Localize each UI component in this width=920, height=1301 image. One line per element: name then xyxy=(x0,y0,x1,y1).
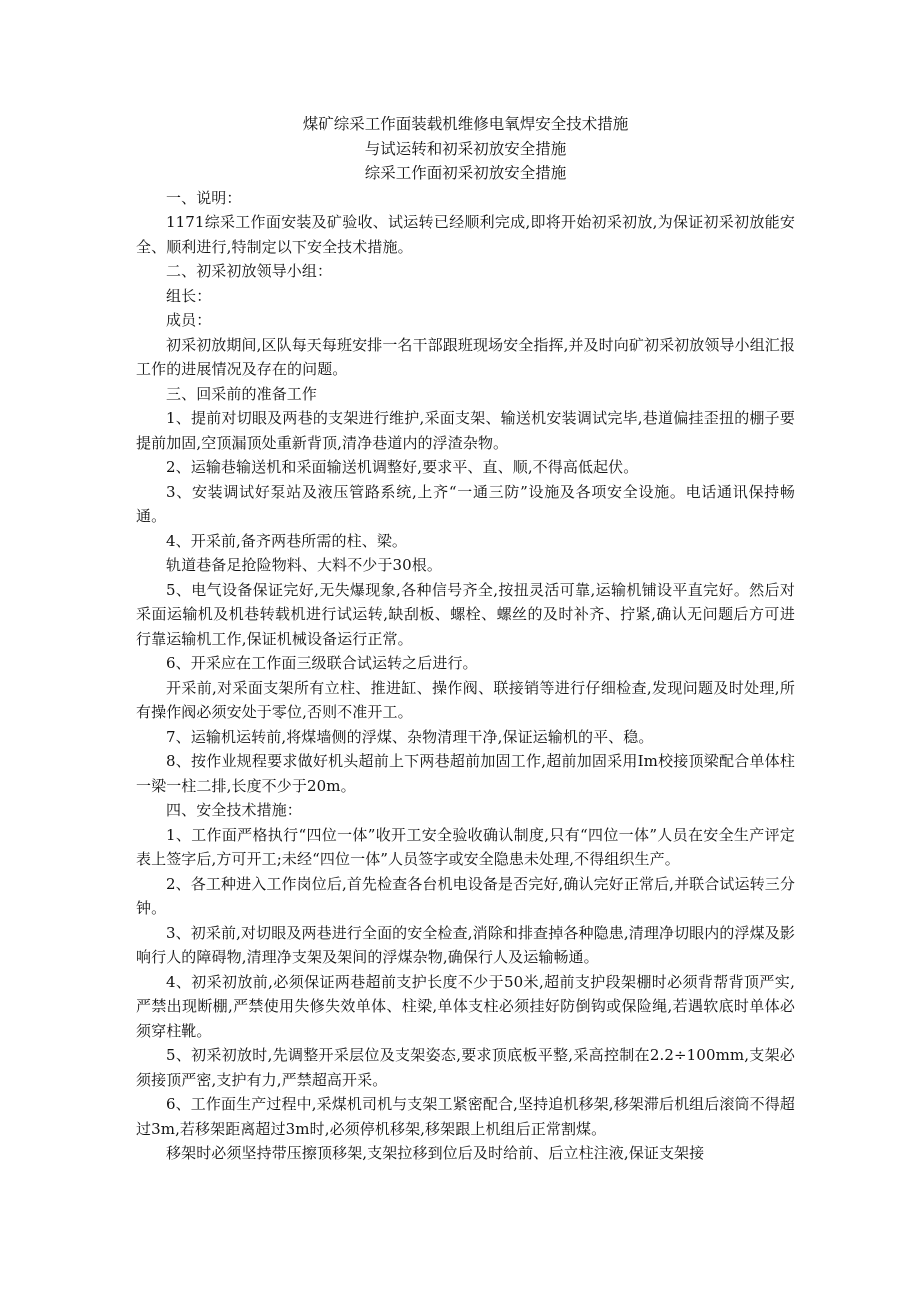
paragraph: 初采初放期间,区队每天每班安排一名干部跟班现场安全指挥,并及时向矿初采初放领导小组汇报工作的进展情况及存在的问题。 xyxy=(136,335,795,378)
section-heading-preparation: 三、回采前的准备工作 xyxy=(166,384,318,403)
paragraph: 8、按作业规程要求做好机头超前上下两巷超前加固工作,超前加固采用Im校接顶梁配合单体柱一梁一柱二排,长度不少于20m。 xyxy=(136,752,795,795)
document-title: 煤矿综采工作面装载机维修电氧焊安全技术措施 xyxy=(302,115,629,133)
paragraph: 6、工作面生产过程中,采煤机司机与支架工紧密配合,坚持追机移架,移架滞后机组后滚筒不得超过3m,若移架距离超过3m时,必须停机移架,移架跟上机组后正常割煤。 xyxy=(136,1095,795,1138)
paragraph: 1、提前对切眼及两巷的支架进行维护,采面支架、输送机安装调试完毕,巷道偏挂歪扭的棚子要提前加固,空顶漏顶处重新背顶,清净巷道内的浮渣杂物。 xyxy=(136,409,795,452)
paragraph: 轨道巷备足抢险物料、大料不少于30根。 xyxy=(166,556,442,574)
document-subtitle: 与试运转和初采初放安全措施 xyxy=(364,139,567,158)
paragraph: 2、各工种进入工作岗位后,首先检查各台机电设备是否完好,确认完好正常后,并联合试运转三分钟。 xyxy=(136,874,795,917)
paragraph: 2、运输巷输送机和采面输送机调整好,要求平、直、顺,不得高低起伏。 xyxy=(166,458,639,476)
paragraph: 5、电气设备保证完好,无失爆现象,各种信号齐全,按扭灵活可靠,运输机铺设平直完好。然后对采面运输机及机巷转载机进行试运转,缺刮板、螺栓、螺丝的及时补齐、拧紧,确认无问题后方可进行靠运输机工作,保证机械设备运行正常。 xyxy=(136,580,795,648)
paragraph: 6、开采应在工作面三级联合试运转之后进行。 xyxy=(166,654,478,672)
paragraph: 4、开采前,备齐两巷所需的柱、梁。 xyxy=(166,531,408,550)
paragraph: 7、运输机运转前,将煤墙侧的浮煤、杂物清理干净,保证运输机的平、稳。 xyxy=(166,727,654,746)
section-heading-leadership: 二、初采初放领导小组： xyxy=(166,262,333,280)
document-title-block xyxy=(136,112,795,186)
paragraph: 3、初采前,对切眼及两巷进行全面的安全检查,消除和排查掉各种隐患,清理净切眼内的浮煤及影响行人的障碍物,清理净支架及架间的浮煤杂物,确保行人及运输畅通。 xyxy=(136,923,795,966)
paragraph: 4、初采初放前,必须保证两巷超前支护长度不少于50米,超前支护段架棚时必须背帮背顶严实,严禁出现断棚,严禁使用失修失效单体、柱梁,单体支柱必须挂好防倒钩或保险绳,若遇软底时单体必须穿柱靴。 xyxy=(136,972,795,1040)
section-heading-explanation: 一、说明： xyxy=(166,188,242,207)
section-heading-safety: 四、安全技术措施： xyxy=(166,801,302,819)
paragraph: 移架时必须坚持带压擦顶移架,支架拉移到位后及时给前、后立柱注液,保证支架接 xyxy=(166,1144,705,1162)
paragraph: 1、工作面严格执行“四位一体”收开工安全验收确认制度,只有“四位一体”人员在安全生产评定表上签字后,方可开工;未经“四位一体”人员签字或安全隐患未处理,不得组织生产。 xyxy=(136,825,795,868)
document-section-title: 综采工作面初采初放安全措施 xyxy=(364,164,567,182)
document-body xyxy=(136,186,795,1166)
paragraph: 开采前,对采面支架所有立柱、推进缸、操作阀、联接销等进行仔细检查,发现问题及时处理,所有操作阀必须安处于零位,否则不准开工。 xyxy=(136,678,795,721)
paragraph: 成员： xyxy=(166,311,212,329)
paragraph: 1171综采工作面安装及矿验收、试运转已经顺利完成,即将开始初采初放,为保证初采初放能安全、顺利进行,特制定以下安全技术措施。 xyxy=(136,213,795,256)
paragraph: 5、初采初放时,先调整开采层位及支架姿态,要求顶底板平整,采高控制在2.2÷100mm,支架必须接顶严密,支护有力,严禁超高开采。 xyxy=(136,1046,795,1089)
paragraph: 组长： xyxy=(166,286,212,305)
paragraph: 3、安装调试好泵站及液压管路系统,上齐“一通三防”设施及各项安全设施。电话通讯保持畅通。 xyxy=(136,482,795,525)
